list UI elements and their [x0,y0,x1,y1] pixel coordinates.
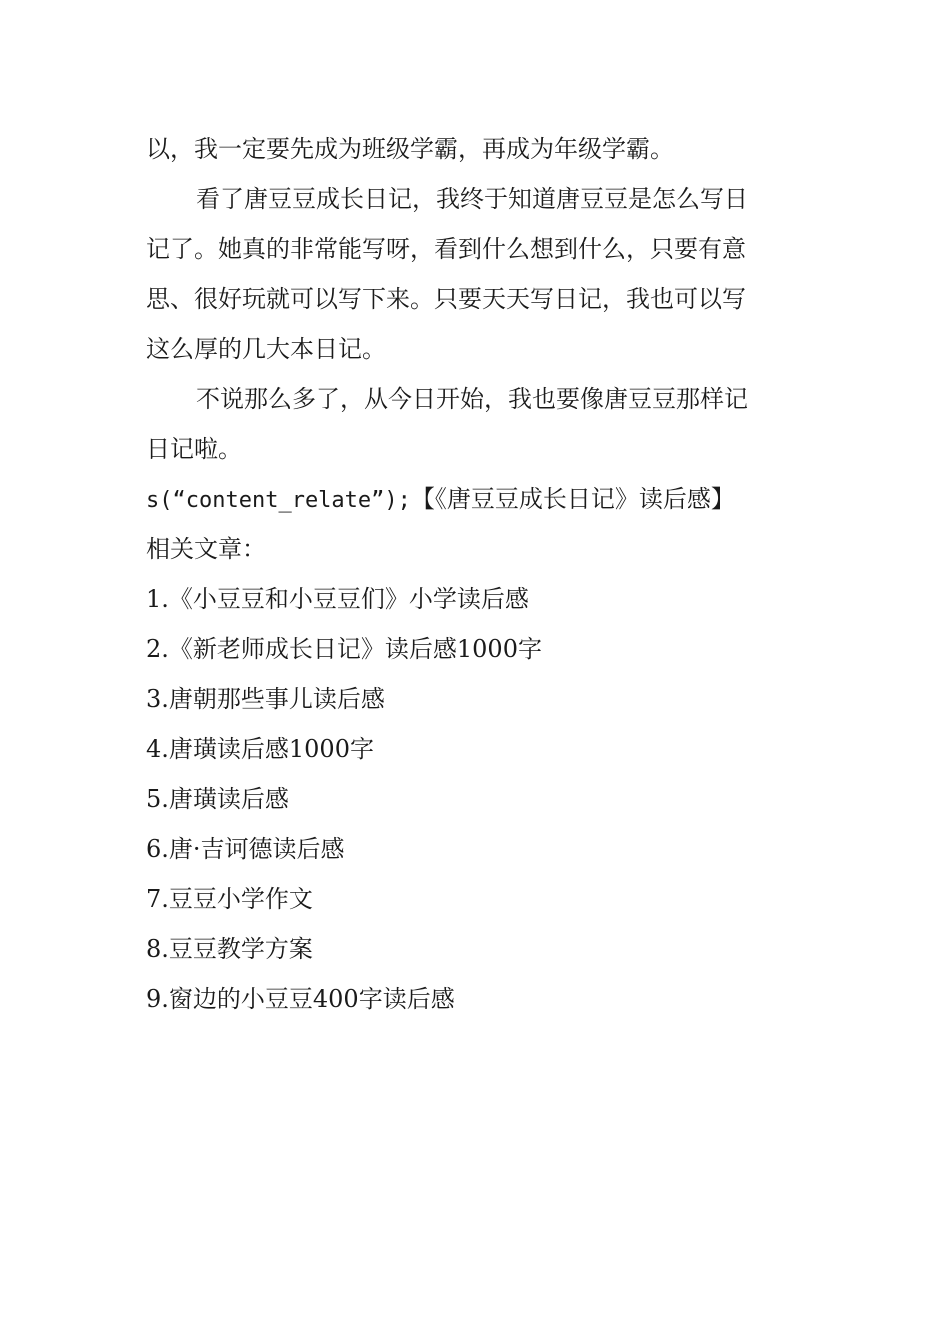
related-heading: 相关文章： [146,535,266,563]
related-item-1[interactable]: 1.《小豆豆和小豆豆们》小学读后感 [146,585,529,613]
related-item-3[interactable]: 3.唐朝那些事儿读后感 [146,685,385,713]
paragraph-2-line-2: 记了。她真的非常能写呀，看到什么想到什么，只要有意 [146,235,746,263]
paragraph-1-line-1: 以，我一定要先成为班级学霸，再成为年级学霸。 [146,135,674,163]
paragraph-2-line-4: 这么厚的几大本日记。 [146,335,386,363]
paragraph-2-line-1: 看了唐豆豆成长日记，我终于知道唐豆豆是怎么写日 [196,185,748,213]
article-title: 【《唐豆豆成长日记》读后感】 [410,485,735,513]
paragraph-3-line-1: 不说那么多了，从今日开始，我也要像唐豆豆那样记 [196,385,748,413]
related-item-4[interactable]: 4.唐璜读后感1000字 [146,735,374,763]
related-item-2[interactable]: 2.《新老师成长日记》读后感1000字 [146,635,542,663]
code-line [146,474,810,524]
related-item-8[interactable]: 8.豆豆教学方案 [146,935,313,963]
code-snippet: s(“content_relate”); [146,488,411,513]
document-page [146,124,810,1024]
paragraph-2-line-3: 思、很好玩就可以写下来。只要天天写日记，我也可以写 [146,285,746,313]
related-item-5[interactable]: 5.唐璜读后感 [146,785,289,813]
related-list [146,574,810,1024]
related-item-9[interactable]: 9.窗边的小豆豆400字读后感 [146,985,455,1013]
paragraph-3-line-2: 日记啦。 [146,435,242,463]
related-item-6[interactable]: 6.唐·吉诃德读后感 [146,835,345,863]
related-item-7[interactable]: 7.豆豆小学作文 [146,885,313,913]
